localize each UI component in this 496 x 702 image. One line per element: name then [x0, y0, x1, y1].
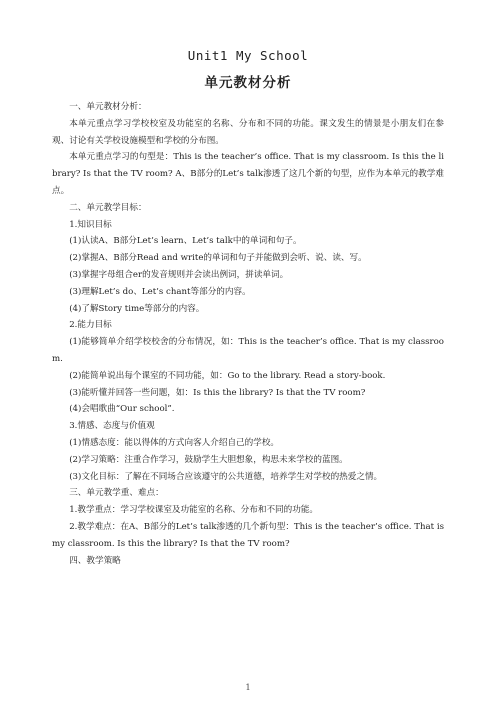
- list-item: (2)能简单说出每个课室的不同功能，如：Go to the library. Read a story-book.: [69, 370, 386, 381]
- list-item: (1)情感态度：能以得体的方式向客人介绍自己的学校。: [69, 437, 280, 448]
- list-item: (1)能够简单介绍学校校舍的分布情况，如：This is the teacher’s office. That is my classroom.: [52, 337, 444, 364]
- list-item: (3)理解Let’s do、Let’s chant等部分的内容。: [69, 286, 251, 297]
- list-item: 2.教学难点：在A、B部分的Let’s talk渗透的几个新句型：This is the teacher’s office. That is my classroom. Is this the library? Is that the TV room?: [52, 521, 444, 549]
- title-english: Unit1 My School: [187, 48, 309, 63]
- list-item: (4)了解Story time等部分的内容。: [69, 303, 205, 314]
- paragraph-sentence-patterns: 本单元重点学习的句型是：This is the teacher’s office. That is my classroom. Is this the library? Is that the TV room? A、B部分的Let’s talk渗透了这几个新的句型，应作为本单元的教学难点。: [52, 152, 444, 196]
- subheading-knowledge: 1.知识目标: [69, 219, 112, 230]
- list-item: (3)能听懂并回答一些问题，如：Is this the library? Is that the TV room?: [69, 387, 366, 398]
- list-item: (3)掌握字母组合er的发音规则并会读出例词，拼读单词。: [69, 269, 289, 280]
- list-item: (1)认读A、B部分Let’s learn、Let’s talk中的单词和句子。: [69, 236, 302, 247]
- section-heading-4: 四、教学策略: [69, 555, 121, 566]
- list-item: 1.教学重点：学习学校课室及功能室的名称、分布和不同的功能。: [69, 505, 319, 516]
- title-chinese: 单元教材分析: [204, 75, 292, 91]
- list-item: (3)文化目标：了解在不同场合应该遵守的公共道德，培养学生对学校的热爱之情。: [69, 471, 383, 482]
- list-item: (2)掌握A、B部分Read and write的单词和句子并能做到会听、说、读、写。: [69, 253, 367, 264]
- subheading-ability: 2.能力目标: [69, 320, 112, 331]
- list-item: (2)学习策略：注重合作学习，鼓励学生大胆想象，构思未来学校的蓝图。: [69, 454, 348, 465]
- subheading-attitude: 3.情感、态度与价值观: [69, 421, 155, 432]
- section-heading-2: 二、单元教学目标：: [69, 202, 147, 213]
- section-heading-1: 一、单元教材分析：: [69, 102, 147, 112]
- list-item: (4)会唱歌曲“Our school”.: [69, 404, 175, 415]
- page-number: 1: [245, 683, 251, 692]
- paragraph-overview: 本单元重点学习学校校室及功能室的名称、分布和不同的功能。课文发生的情景是小朋友们在参观、讨论有关学校设施模型和学校的分布图。: [52, 118, 444, 146]
- section-heading-3: 三、单元教学重、难点：: [69, 488, 164, 499]
